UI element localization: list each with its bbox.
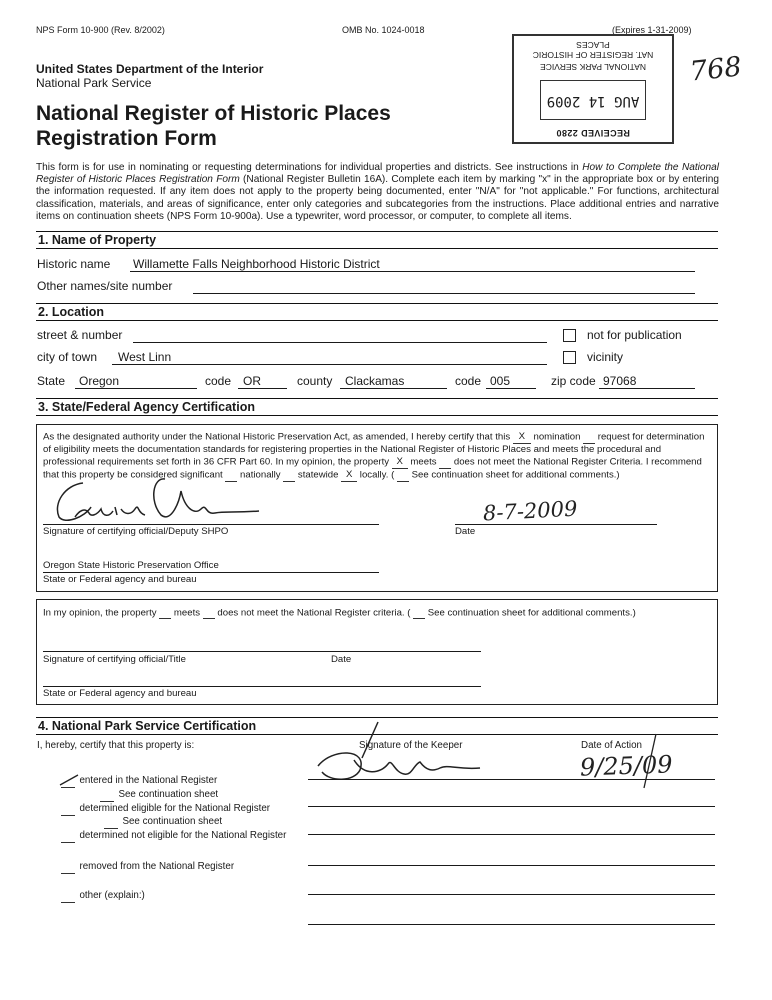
option-entered-label: entered in the National Register [79,775,218,786]
opinion-text-c: does not meet the National Register criteria. ( [214,607,414,619]
state-label: State [37,374,66,388]
other-mark[interactable] [61,890,75,903]
not-for-publication-checkbox[interactable] [563,329,576,342]
date-line [455,524,657,525]
nomination-mark[interactable]: X [513,431,531,444]
county-code-label: code [455,374,482,388]
section-3-header [36,398,718,416]
state-code-line [238,388,287,389]
date2-label: Date [331,654,352,665]
cert-text-h: locally. ( [357,469,397,480]
cert-text-d: meets [407,456,440,467]
bureau2-line [43,686,481,687]
date-of-action-value[interactable]: 9/25/09 [579,750,673,782]
opinion-text-a: In my opinion, the property [43,607,160,619]
department: United States Department of the Interior [36,62,264,76]
eligible-continuation-label: See continuation sheet [122,816,223,827]
instructions-bulletin-title: How to Complete the National Register of Historic Places Registration Form [36,162,720,186]
section-2-title: 2. Location [38,305,104,319]
line-other [308,894,715,895]
line-not-eligible [308,834,715,835]
county-code-line [486,388,536,389]
city-label: city of town [37,350,98,364]
shpo-office[interactable]: Oregon State Historic Preservation Office [43,560,219,571]
section-4-title: 4. National Park Service Certification [38,719,257,733]
stamp-date-box [540,80,646,120]
omb-number: OMB No. 1024-0018 [342,25,425,35]
zip-value[interactable]: 97068 [603,374,637,388]
state-line [75,388,197,389]
shpo-signature-label: Signature of certifying official/Deputy SHPO [43,526,229,537]
certification-box [36,424,718,592]
reference-number: 768 [688,51,744,88]
form-title-line2: Registration Form [36,127,217,150]
received-stamp [512,34,674,144]
zip-label: zip code [551,374,596,388]
entered-continuation-label: See continuation sheet [118,789,219,800]
state-value[interactable]: Oregon [79,374,120,388]
entered-checkmark[interactable] [61,775,75,788]
stamp-date: AUG 14 2009 [546,93,640,109]
county-value[interactable]: Clackamas [345,374,405,388]
office-line [43,572,379,573]
stamp-received: RECEIVED 2280 [556,128,630,138]
option-other[interactable] [61,885,145,903]
county-line [340,388,447,389]
option-eligible-label: determined eligible for the National Register [79,803,271,814]
section-3-title: 3. State/Federal Agency Certification [38,400,255,414]
eligible-mark[interactable] [61,803,75,816]
instructions-text-2: (National Register Bulletin 16A). Complete each item by marking "x" in the appropriate box or by entering the information requested. If any item does not apply to the property being documented, enter "N/A" for "not applicable." For functions, architectural classification, materials, and areas of significance, enter only categories and subcategories from the instructions. Place additional entries and narrative items on continuation sheets (NPS Form 10-900a). Use a typewriter, word processor, or computer, to complete all items. [36,174,719,222]
line-removed [308,865,715,866]
street-line [133,342,547,343]
statewide-mark[interactable] [283,469,295,482]
shpo-signature [45,473,275,525]
cert-text-b: nomination [530,431,584,443]
option-not-eligible[interactable] [61,825,286,843]
opinion-text-d: See continuation sheet for additional comments.) [425,607,636,619]
does-not-meet-mark[interactable] [439,456,451,469]
opinion-continuation-mark[interactable] [413,606,425,619]
cert-text-a: As the designated authority under the National Historic Preservation Act, as amended, I hereby certify that this [43,431,513,443]
historic-name-line [130,271,695,272]
historic-name-value[interactable]: Willamette Falls Neighborhood Historic District [133,257,380,271]
line-eligible [308,806,715,807]
city-line [112,364,547,365]
opinion-meets-mark[interactable] [159,606,171,619]
date-of-action-mark [640,732,660,792]
city-value[interactable]: West Linn [118,350,172,364]
section-4-intro: I, hereby, certify that this property is: [37,740,195,751]
opinion-text [43,606,711,619]
cert-text-f: nationally [237,469,284,480]
not-eligible-mark[interactable] [61,830,75,843]
county-code-value[interactable]: 005 [490,374,511,388]
section-1-header [36,231,718,249]
certification-date[interactable]: 8-7-2009 [482,496,578,526]
section-1-title: 1. Name of Property [38,233,157,247]
county-label: county [297,374,333,388]
form-title-line1: National Register of Historic Places [36,102,391,125]
other-names-line [193,293,695,294]
vicinity-label: vicinity [587,350,624,364]
historic-name-label: Historic name [37,257,111,271]
signature2-label: Signature of certifying official/Title [43,654,186,665]
signature2-line [43,651,481,652]
cert-text-g: statewide [295,469,342,480]
date-label: Date [455,526,476,537]
opinion-not-meet-mark[interactable] [203,606,215,619]
option-not-eligible-label: determined not eligible for the National Register [79,830,287,841]
bureau-label: State or Federal agency and bureau [43,574,197,585]
cert-text-c: request for determination of eligibility meets the documentation standards for registering properties in the National Register of Historic Places and meets the procedural and professional requirements set forth in 36 CFR Part 60. In my opinion, the property [43,431,705,467]
instructions [36,162,719,223]
state-code-value[interactable]: OR [243,374,261,388]
other-names-label: Other names/site number [37,279,173,293]
option-other-label: other (explain:) [79,890,145,901]
check-icon [59,773,79,787]
street-label: street & number [37,328,123,342]
option-removed[interactable] [61,856,234,874]
state-code-label: code [205,374,232,388]
keeper-signature [308,718,498,792]
removed-mark[interactable] [61,861,75,874]
not-for-publication-label: not for publication [587,328,682,342]
line-other-2 [308,924,715,925]
continuation-mark[interactable] [397,469,409,482]
date-of-action-label: Date of Action [581,740,642,751]
expiration: (Expires 1-31-2009) [612,25,692,35]
line-entered [308,779,715,780]
cert-text-i: See continuation sheet for additional comments.) [408,469,620,480]
instructions-text-1: This form is for use in nominating or requesting determinations for individual properties and districts. See instructions in [36,162,583,173]
keeper-signature-label: Signature of the Keeper [359,740,463,751]
cert-text-e: does not meet the National Register Criteria. I recommend that this property be considered significant [43,456,702,480]
locally-mark[interactable]: X [341,469,357,482]
opinion-box [36,599,718,705]
bureau2-label: State or Federal agency and bureau [43,688,197,699]
option-removed-label: removed from the National Register [79,861,235,872]
vicinity-checkbox[interactable] [563,351,576,364]
zip-line [599,388,695,389]
form-number: NPS Form 10-900 (Rev. 8/2002) [36,25,165,35]
stamp-line2: NATIONAL PARK SERVICE [540,62,646,72]
stamp-line1: NAT. REGISTER OF HISTORIC PLACES [532,40,654,60]
section-2-header [36,303,718,321]
agency: National Park Service [36,76,152,90]
shpo-signature-line [43,524,379,525]
opinion-text-b: meets [171,607,203,619]
meets-mark[interactable]: X [392,456,408,469]
request-mark[interactable] [583,431,595,444]
